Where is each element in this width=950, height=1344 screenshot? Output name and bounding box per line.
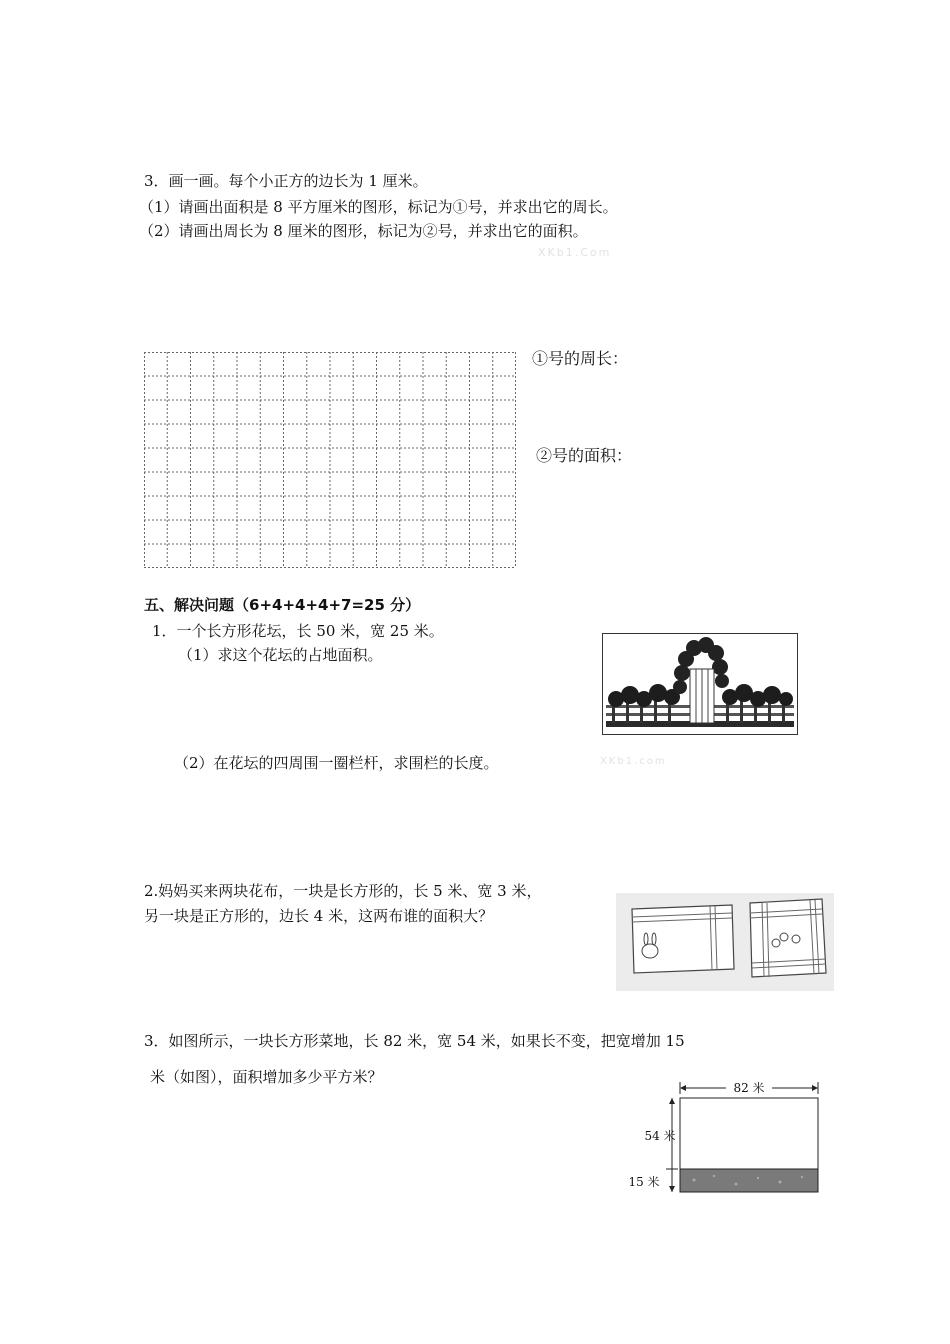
q3-item-2: （2）请画出周长为 8 厘米的图形，标记为②号，并求出它的面积。	[139, 222, 588, 240]
problem-2-line-1: 2.妈妈买来两块花布，一块是长方形的，长 5 米、宽 3 米，	[144, 882, 542, 900]
length-label: 82 米	[733, 1081, 765, 1095]
field-diagram	[624, 1078, 824, 1200]
problem-3-line-1: 3．如图所示，一块长方形菜地，长 82 米，宽 54 米，如果长不变，把宽增加 15	[144, 1032, 685, 1050]
flower-bed-picture	[602, 633, 798, 735]
width-label: 54 米	[644, 1129, 676, 1143]
square-grid	[144, 352, 516, 568]
problem-2-line-2: 另一块是正方形的，边长 4 米，这两布谁的面积大？	[144, 907, 494, 925]
problem-1-text: 1．一个长方形花坛，长 50 米，宽 25 米。	[152, 622, 444, 640]
q3-title: 3．画一画。每个小正方的边长为 1 厘米。	[144, 172, 428, 190]
watermark: XKb1.Com	[538, 246, 612, 259]
problem-1-sub-1: （1）求这个花坛的占地面积。	[178, 646, 383, 664]
q3-item-1: （1）请画出面积是 8 平方厘米的图形，标记为①号，并求出它的周长。	[139, 198, 618, 216]
perimeter-label: ①号的周长：	[532, 349, 629, 368]
problem-1-sub-2: （2）在花坛的四周围一圈栏杆，求围栏的长度。	[174, 754, 499, 772]
cloth-picture	[616, 893, 834, 991]
extra-width-label: 15 米	[628, 1175, 660, 1189]
area-label: ②号的面积：	[536, 446, 633, 465]
watermark: XKb1.com	[600, 756, 667, 767]
problem-3-line-2: 米（如图），面积增加多少平方米？	[150, 1068, 383, 1086]
section-heading: 五、解决问题（6+4+4+4+7=25 分）	[144, 596, 421, 614]
